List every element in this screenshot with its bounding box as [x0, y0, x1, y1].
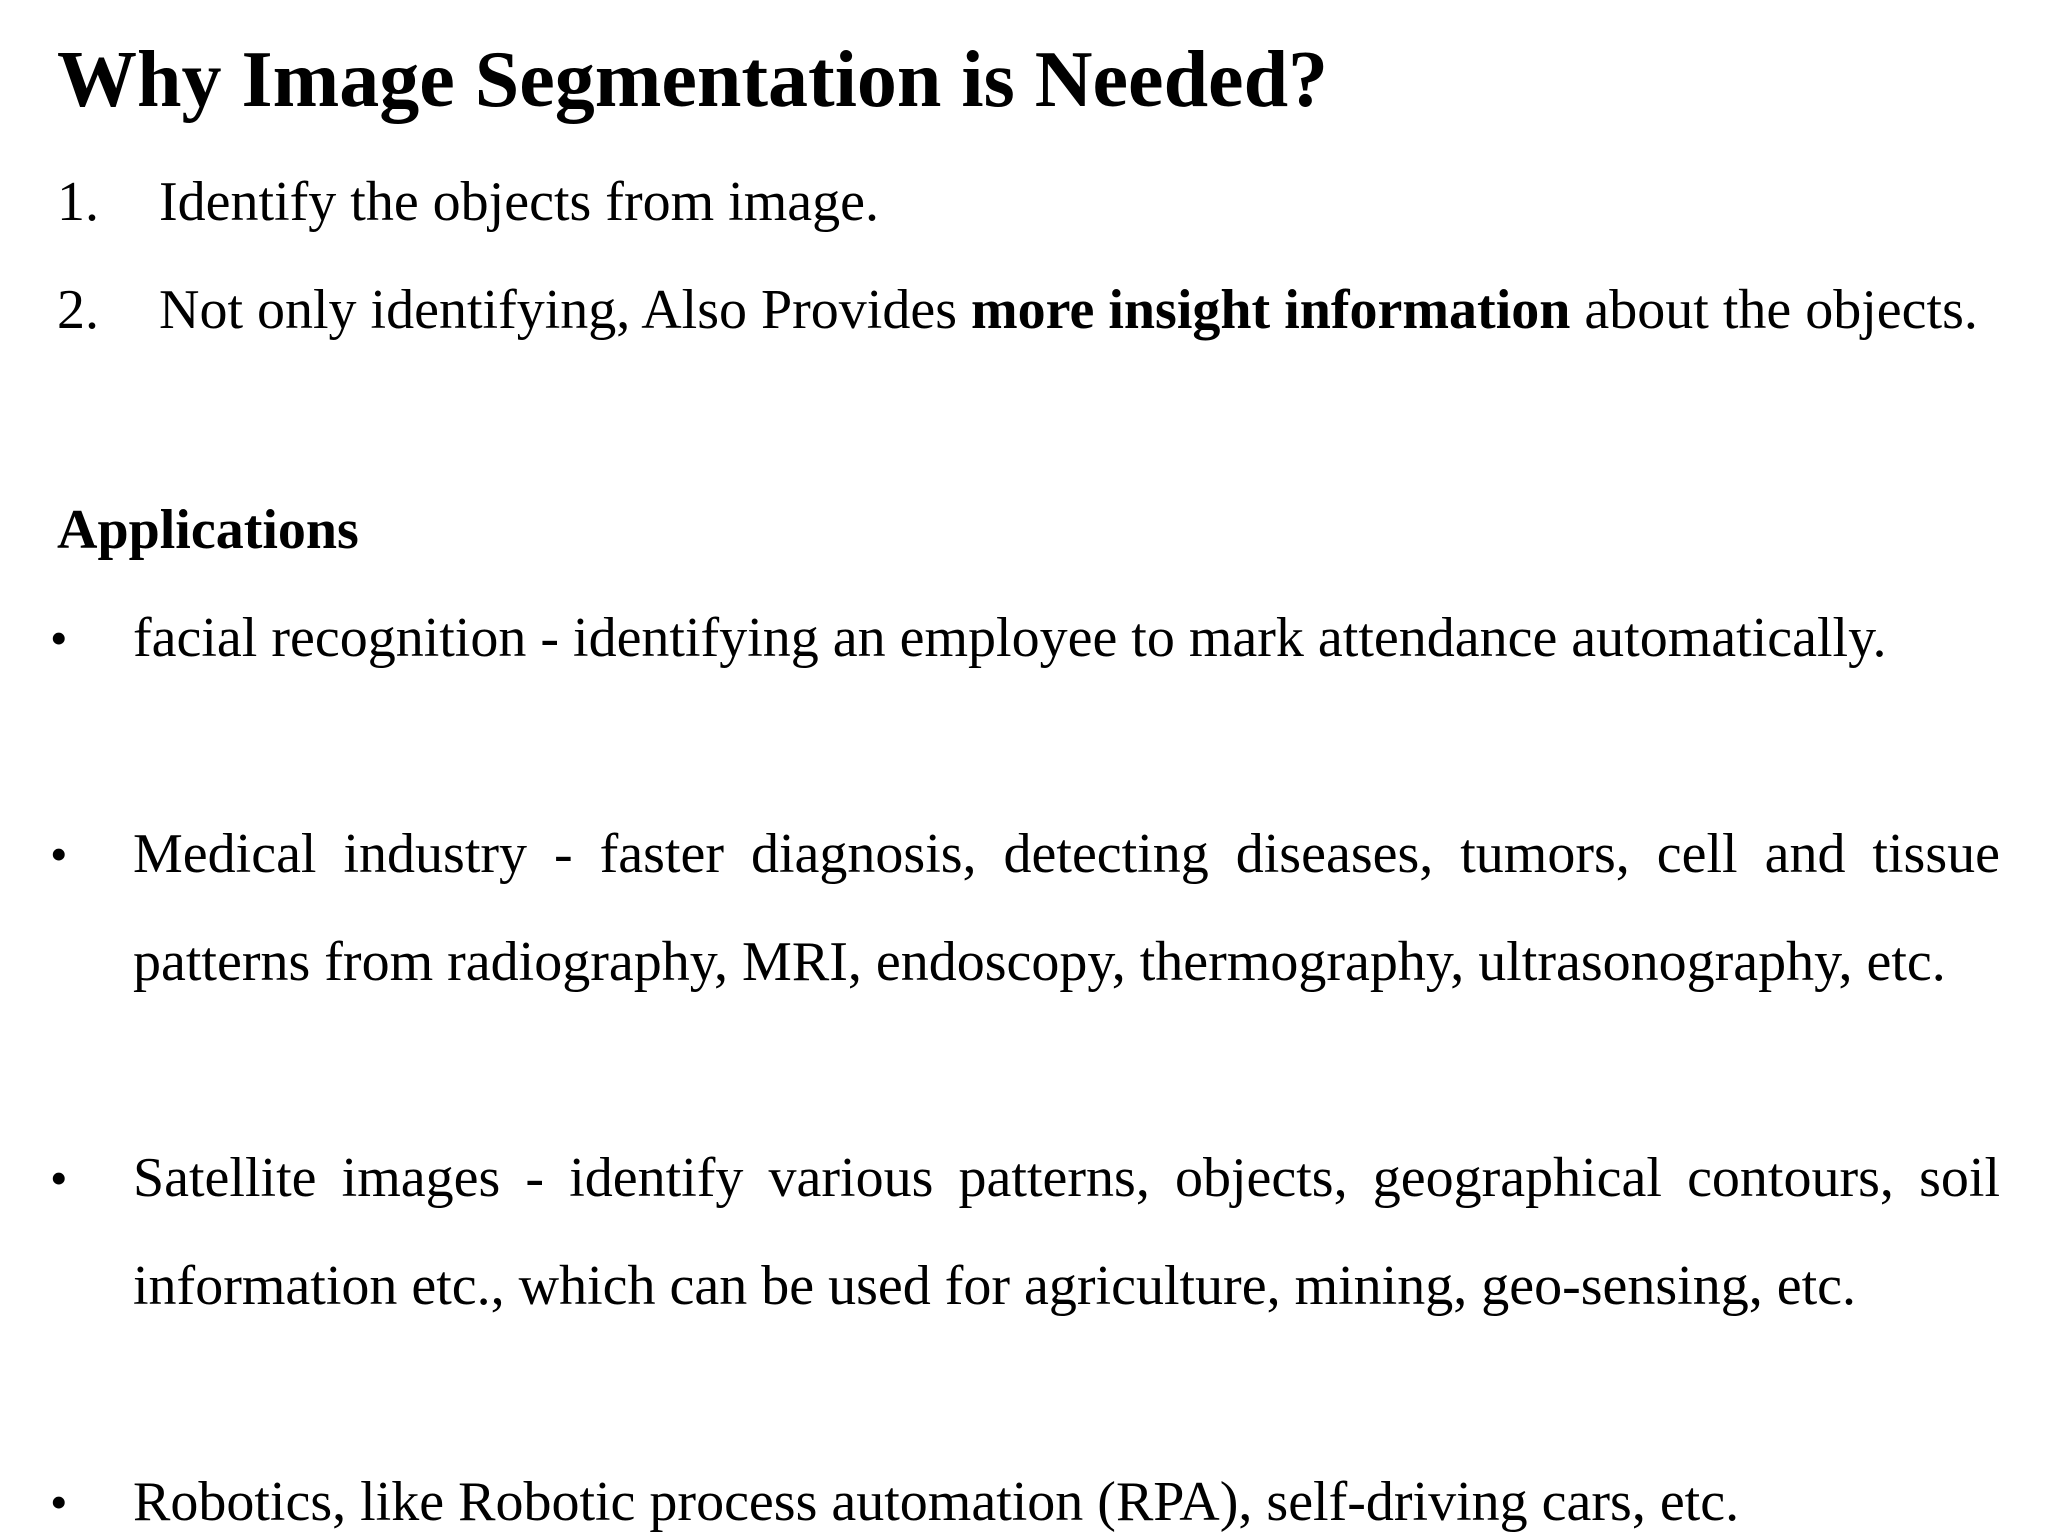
item-text-after: about the objects.: [1584, 279, 1978, 341]
application-text: facial recognition - identifying an employee to mark attendance automatically.: [133, 607, 1887, 669]
application-text: Robotics, like Robotic process automation (RPA), self-driving cars, etc.: [133, 1471, 1740, 1533]
bullet-icon: •: [50, 1474, 68, 1530]
application-text: Satellite images - identify various patterns, objects, geographical contours, soil information etc., which can be used for agriculture, mining, geo-sensing, etc.: [133, 1147, 2000, 1317]
bullet-icon: •: [50, 610, 68, 666]
numbered-item-1: [57, 148, 2000, 256]
application-item: [50, 800, 2000, 1016]
item-number: 1.: [57, 171, 99, 233]
item-text-bold: more insight information: [971, 279, 1571, 341]
item-text: [159, 256, 2000, 364]
numbered-item-2: [57, 256, 2000, 364]
item-number: 2.: [57, 279, 99, 341]
bullet-icon: •: [50, 1150, 68, 1206]
application-item: [50, 584, 2000, 692]
page-title: Why Image Segmentation is Needed?: [57, 36, 1329, 124]
application-item: [50, 1448, 2000, 1536]
item-text-before: Not only identifying, Also Provides: [159, 279, 957, 341]
application-item: [50, 1124, 2000, 1340]
applications-heading: Applications: [57, 499, 359, 561]
item-text: Identify the objects from image.: [159, 171, 879, 233]
application-text: Medical industry - faster diagnosis, detecting diseases, tumors, cell and tissue patterns from radiography, MRI, endoscopy, thermography, ultrasonography, etc.: [133, 823, 2000, 993]
bullet-icon: •: [50, 826, 68, 882]
